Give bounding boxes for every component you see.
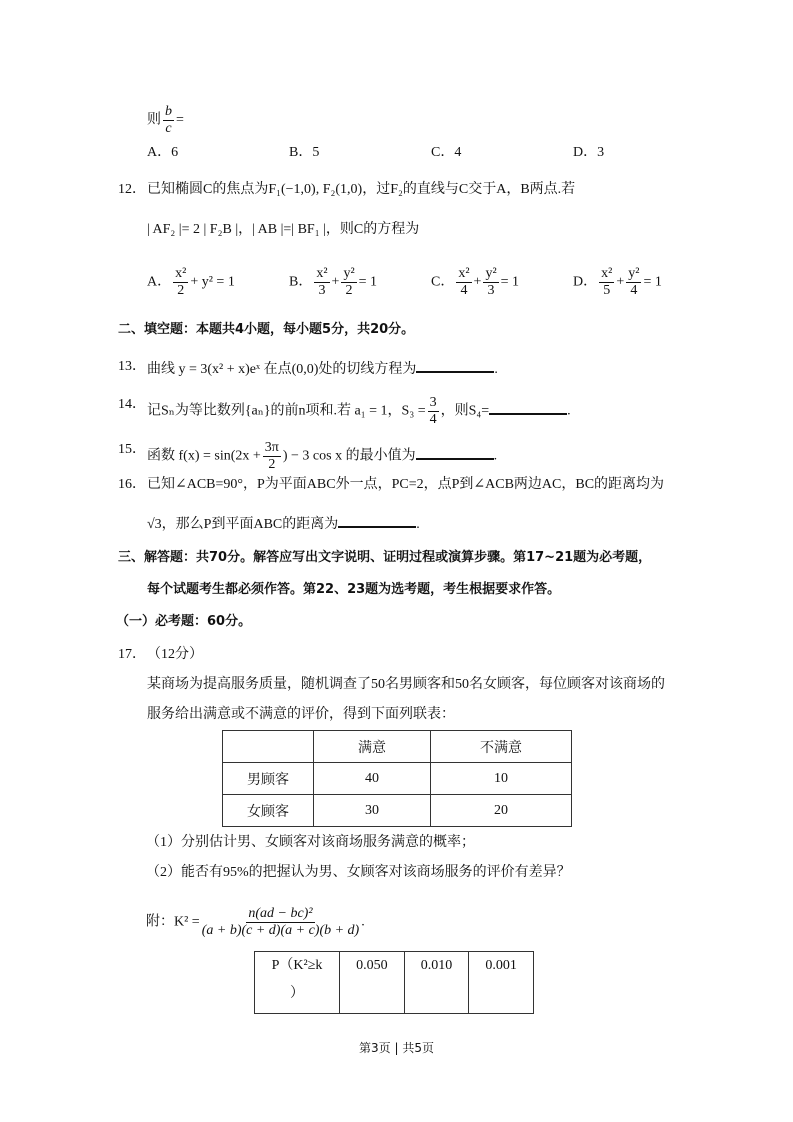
q12-line2: | AF₂ |= 2 | F₂B |，| AB |=| BF₁ |，则C的方程为	[147, 222, 420, 237]
table-cell: 40	[314, 763, 431, 795]
fraction	[314, 266, 329, 299]
text: +	[473, 274, 482, 290]
section3-line2: 每个试题考生都必须作答。第22、23题为选考题，考生根据要求作答。	[147, 582, 561, 597]
answer-blank[interactable]	[416, 357, 494, 373]
fraction	[626, 266, 641, 299]
text: = 1	[500, 274, 520, 290]
q12-number: 12．	[118, 182, 146, 197]
text: .	[567, 403, 571, 419]
text: = 1	[643, 274, 662, 290]
q17-score: （12分）	[147, 647, 203, 662]
section3-line1: 三、解答题：共70分。解答应写出文字说明、证明过程或演算步骤。第17~21题为必考题，	[118, 550, 652, 565]
denominator: 2	[177, 283, 185, 298]
text: ) − 3 cos x 的最小值为	[282, 448, 416, 464]
probability-table	[254, 951, 534, 1014]
text: 记Sₙ为等比数列{aₙ}的前n项和.若 a₁ = 1，S₃ =	[147, 403, 426, 419]
answer-blank[interactable]	[416, 444, 494, 460]
denominator: c	[165, 121, 172, 136]
header-cell	[223, 731, 314, 763]
numerator: 3π	[264, 440, 279, 455]
q12-line1: 已知椭圆C的焦点为F₁(−1,0), F₂(1,0)，过F₂的直线与C交于A，B两点.若	[147, 182, 576, 197]
table-row	[255, 952, 534, 1014]
q12-option-c	[431, 266, 519, 299]
denominator: 3	[487, 283, 495, 298]
q17-para1: 某商场为提高服务质量，随机调查了50名男顾客和50名女顾客，每位顾客对该商场的	[147, 677, 665, 692]
label: B．	[289, 274, 313, 290]
text: +	[331, 274, 340, 290]
q12-option-d	[573, 266, 662, 299]
table-cell: 女顾客	[223, 795, 314, 827]
fraction	[428, 395, 439, 428]
numerator: x²	[316, 266, 328, 281]
text: √3，那么P到平面ABC的距离为	[147, 517, 339, 532]
text: .	[361, 914, 365, 930]
numerator: x²	[175, 266, 187, 281]
text: 曲线 y = 3(x² + x)eˣ 在点(0,0)处的切线方程为	[147, 362, 417, 377]
q15-stem	[147, 440, 497, 473]
numerator: 3	[429, 395, 437, 410]
denominator: 5	[603, 283, 611, 298]
table-cell: 10	[431, 763, 572, 795]
label: D．	[573, 274, 598, 290]
fraction	[483, 266, 498, 299]
header-cell: 满意	[314, 731, 431, 763]
header-cell	[255, 952, 340, 1014]
q17-part2: （2）能否有95%的把握认为男、女顾客对该商场服务的评价有差异？	[146, 865, 571, 880]
header-cell: 不满意	[431, 731, 572, 763]
q17-part1: （1）分别估计男、女顾客对该商场服务满意的概率；	[146, 835, 475, 850]
numerator: b	[165, 104, 172, 119]
q13-number: 13．	[118, 359, 146, 374]
formula	[146, 906, 365, 939]
text: ）	[290, 986, 304, 1001]
numerator: n(ad − bc)²	[248, 906, 313, 921]
denominator: 2	[268, 457, 276, 472]
text: ，则S₄=	[440, 403, 490, 419]
answer-blank[interactable]	[489, 399, 567, 415]
fraction	[173, 266, 188, 299]
q16-line2	[147, 512, 420, 535]
page-footer: 第3页 | 共5页	[359, 1041, 434, 1055]
required-heading: （一）必考题：60分。	[116, 614, 252, 629]
table-cell: 0.010	[404, 952, 469, 1014]
fraction	[163, 104, 174, 137]
contingency-table	[222, 730, 572, 827]
fraction	[341, 266, 356, 299]
label: C．	[431, 274, 455, 290]
denominator: 3	[318, 283, 326, 298]
numerator: y²	[485, 266, 497, 281]
q11-option-d: D．3	[573, 145, 605, 160]
q11-option-b: B．5	[289, 145, 320, 160]
fraction	[263, 440, 281, 473]
q11-stem	[147, 104, 184, 137]
text: P（K²≥k	[271, 958, 323, 973]
denominator: (a + b)(c + d)(a + c)(b + d)	[201, 923, 360, 938]
q15-number: 15．	[118, 442, 146, 457]
text: = 1	[358, 274, 378, 290]
table-row	[223, 763, 572, 795]
q12-option-a	[147, 266, 235, 299]
fraction	[202, 906, 360, 939]
text: .	[494, 362, 498, 377]
text: + y² = 1	[190, 274, 235, 290]
q12-option-b	[289, 266, 377, 299]
text: 函数 f(x) = sin(2x +	[147, 448, 261, 464]
text: 附：K² =	[146, 914, 200, 930]
fraction	[456, 266, 471, 299]
denominator: 2	[345, 283, 353, 298]
answer-blank[interactable]	[338, 512, 416, 528]
numerator: x²	[458, 266, 470, 281]
text: =	[176, 112, 184, 128]
text: .	[493, 448, 498, 464]
q16-number: 16．	[118, 477, 146, 492]
q11-option-c: C．4	[431, 145, 462, 160]
table-header-row	[223, 731, 572, 763]
numerator: y²	[628, 266, 640, 281]
table-cell: 0.001	[469, 952, 534, 1014]
label: A．	[147, 274, 172, 290]
numerator: x²	[601, 266, 613, 281]
numerator: y²	[343, 266, 355, 281]
text: +	[616, 274, 625, 290]
table-cell: 30	[314, 795, 431, 827]
q11-option-a: A．6	[147, 145, 179, 160]
table-cell: 男顾客	[223, 763, 314, 795]
denominator: 4	[429, 412, 437, 427]
q13-stem	[147, 357, 498, 380]
q16-line1: 已知∠ACB=90°，P为平面ABC外一点，PC=2，点P到∠ACB两边AC，BC的距离均为	[147, 477, 665, 492]
q14-number: 14．	[118, 397, 146, 412]
denominator: 4	[630, 283, 638, 298]
q14-stem	[147, 395, 571, 428]
fraction	[599, 266, 614, 299]
table-cell: 0.050	[340, 952, 405, 1014]
table-row	[223, 795, 572, 827]
table-cell: 20	[431, 795, 572, 827]
q17-number: 17．	[118, 647, 146, 662]
text: 则	[147, 112, 161, 128]
q17-para2: 服务给出满意或不满意的评价，得到下面列联表：	[147, 707, 455, 722]
section2-heading: 二、填空题：本题共4小题，每小题5分，共20分。	[118, 322, 415, 337]
denominator: 4	[460, 283, 468, 298]
text: .	[416, 517, 420, 532]
